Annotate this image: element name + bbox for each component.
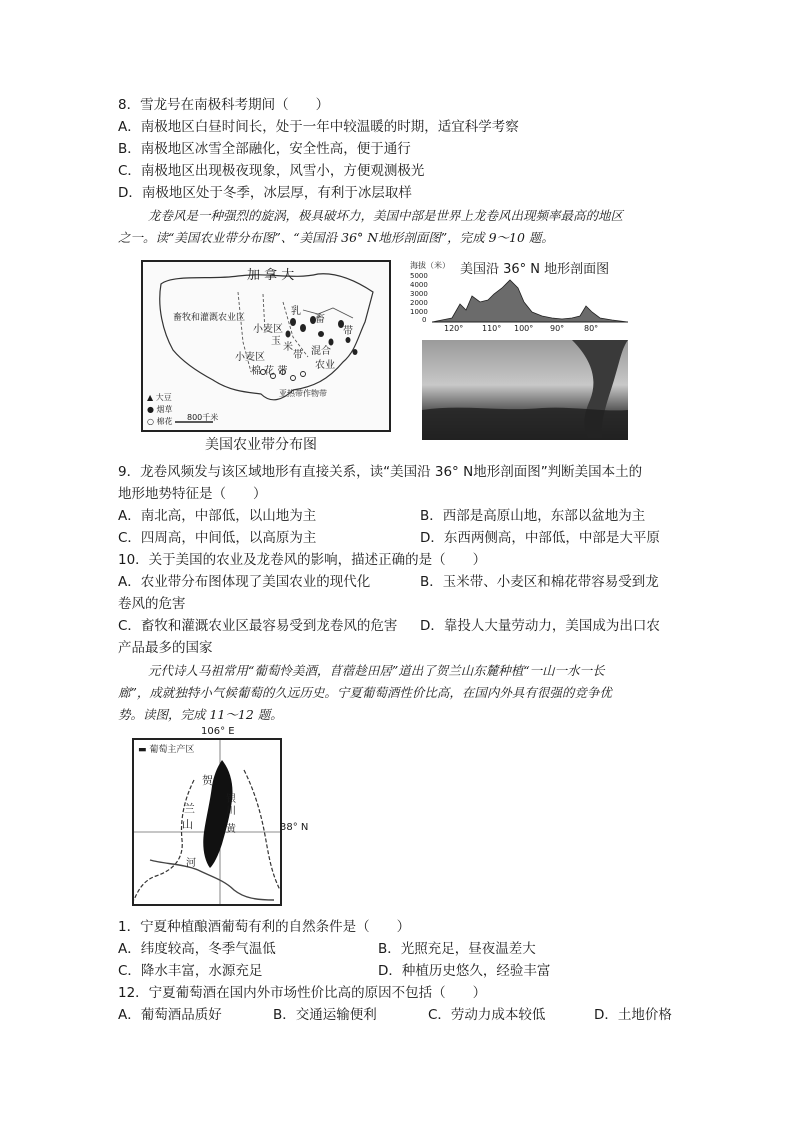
q12-stem: 12．宁夏葡萄酒在国内外市场性价比高的原因不包括（ ） [118,985,487,1001]
longitude-label: 106° E [201,726,235,737]
legend-cotton-text: 棉花 [156,417,173,426]
passage2-line3: 势。读图，完成 11～12 题。 [118,707,283,722]
q12-option-a: A．葡萄酒品质好 [118,1007,222,1023]
q9-option-d: D．东西两侧高，中部低，中部是大平原 [420,530,660,546]
us-map-drawing [143,262,389,430]
tornado-image [422,340,628,440]
q9-option-b: B．西部是高原山地，东部以盆地为主 [420,508,646,524]
yellow-river-label-1: 黄 [226,824,236,835]
helan-label-3: 山 [182,818,193,831]
q8-option-a: A．南极地区白昼时间长，处于一年中较温暖的时期，适宜科学考察 [118,119,519,135]
q9-stem-line2: 地形地势特征是（ ） [118,486,267,502]
mixed-farming-label-2: 农业 [315,360,335,371]
ytick-0: 0 [422,316,427,324]
q11-option-c: C．降水丰富，水源充足 [118,963,263,979]
passage1-line1: 龙卷风是一种强烈的旋涡，极具破坏力，美国中部是世界上龙卷风出现频率最高的地区 [148,208,624,223]
passage2-line1: 元代诗人马祖常用“葡萄怜美酒，苜蓿趁田居”道出了贺兰山东麓种植“一山一水一长 [148,663,605,678]
ytick-1000: 1000 [410,308,428,316]
q8-option-b: B．南极地区冰雪全部融化，安全性高，便于通行 [118,141,411,157]
q8-stem: 8．雪龙号在南极科考期间（ ） [118,97,330,113]
passage2-line2: 廊”，成就独特小气候葡萄的久远历史。宁夏葡萄酒性价比高，在国内外具有很强的竞争优 [118,685,612,700]
xtick-120: 120° [444,324,464,333]
ningxia-legend-text: 葡萄主产区 [149,745,195,755]
q8-option-d: D．南极地区处于冬季，冰层厚，有利于冰层取样 [118,185,412,201]
profile-area [432,274,628,324]
q11-option-b: B．光照充足，昼夜温差大 [378,941,536,957]
q12-option-c: C．劳动力成本较低 [428,1007,546,1023]
q9-option-c: C．四周高，中间低，以高原为主 [118,530,317,546]
ytick-3000: 3000 [410,290,428,298]
pasture-label: 畜牧和灌溉农业区 [173,313,246,323]
legend-tobacco: ● 烟草 [147,405,173,414]
q10-option-b-line2: 卷风的危害 [118,596,186,612]
q10-option-d-line1: D．靠投人大量劳动力，美国成为出口农 [420,618,660,634]
q12-option-b: B．交通运输便利 [273,1007,377,1023]
corn-belt-label-1: 玉 [271,336,281,347]
q11-option-d: D．种植历史悠久，经验丰富 [378,963,551,979]
winter-wheat-label: 小麦区 [235,352,265,363]
xtick-110: 110° [482,324,502,333]
q10-stem: 10．关于美国的农业及龙卷风的影响，描述正确的是（ ） [118,552,487,568]
yinchuan-label-1: 银 [226,794,236,805]
tornado-photo [422,340,628,440]
xtick-80: 80° [584,324,599,333]
ningxia-legend: ▬ 葡萄主产区 [138,742,194,755]
passage1-line2: 之一。读“美国农业带分布图”、“美国沿 36° N地形剖面图”，完成 9～10 题。 [118,230,554,245]
profile-ylabel: 海拔（米） [410,261,450,270]
legend-cotton: ○ 棉花 [147,417,173,426]
subtropical-belt-label: 亚热带作物带 [279,389,327,398]
dairy-belt-label-3: 带 [343,326,353,337]
yinchuan-label-2: 川 [226,806,236,817]
dairy-belt-label-1: 乳 [291,306,301,317]
helan-label-2: 兰 [184,802,195,815]
cotton-belt-label: 棉 花 带 [251,366,288,377]
q11-option-a: A．纬度较高，冬季气温低 [118,941,276,957]
ningxia-map [132,738,282,906]
ytick-5000: 5000 [410,272,428,280]
ningxia-drawing [134,740,280,904]
mixed-farming-label-1: 混合 [311,346,331,357]
us-agriculture-map [141,260,391,432]
yellow-river-label-2: 河 [186,858,196,869]
ytick-2000: 2000 [410,299,428,307]
legend-tobacco-text: 烟草 [156,405,173,414]
q10-option-a: A．农业带分布图体现了美国农业的现代化 [118,574,371,590]
profile-title: 美国沿 36° N 地形剖面图 [460,262,610,277]
dairy-belt-label-2: 畜 [315,314,325,325]
legend-soybean: ▲ 大豆 [147,393,172,402]
ytick-4000: 4000 [410,281,428,289]
q10-option-c: C．畜牧和灌溉农业区最容易受到龙卷风的危害 [118,618,398,634]
helan-label-1: 贺 [202,774,213,787]
q9-option-a: A．南北高，中部低，以山地为主 [118,508,317,524]
canada-label: 加 拿 大 [247,268,295,283]
q10-option-d-line2: 产品最多的国家 [118,640,213,656]
q9-stem-line1: 9．龙卷风频发与该区域地形有直接关系，读“美国沿 36° N地形剖面图”判断美国本土的 [118,464,643,480]
map-scale: 800千米 [187,413,219,422]
corn-belt-label-2: 米 [283,342,293,353]
us-map-caption: 美国农业带分布图 [205,437,317,453]
corn-belt-label-3: 带 [293,350,303,361]
q8-option-c: C．南极地区出现极夜现象，风雪小，方便观测极光 [118,163,425,179]
q11-stem: 1．宁夏种植酿酒葡萄有利的自然条件是（ ） [118,919,411,935]
legend-soybean-text: 大豆 [155,393,172,402]
q12-option-d: D．土地价格 [594,1007,672,1023]
terrain-profile [408,258,630,332]
xtick-90: 90° [550,324,565,333]
latitude-label: 38° N [280,822,309,833]
xtick-100: 100° [514,324,534,333]
q10-option-b-line1: B．玉米带、小麦区和棉花带容易受到龙 [420,574,659,590]
spring-wheat-label: 小麦区 [253,324,283,335]
